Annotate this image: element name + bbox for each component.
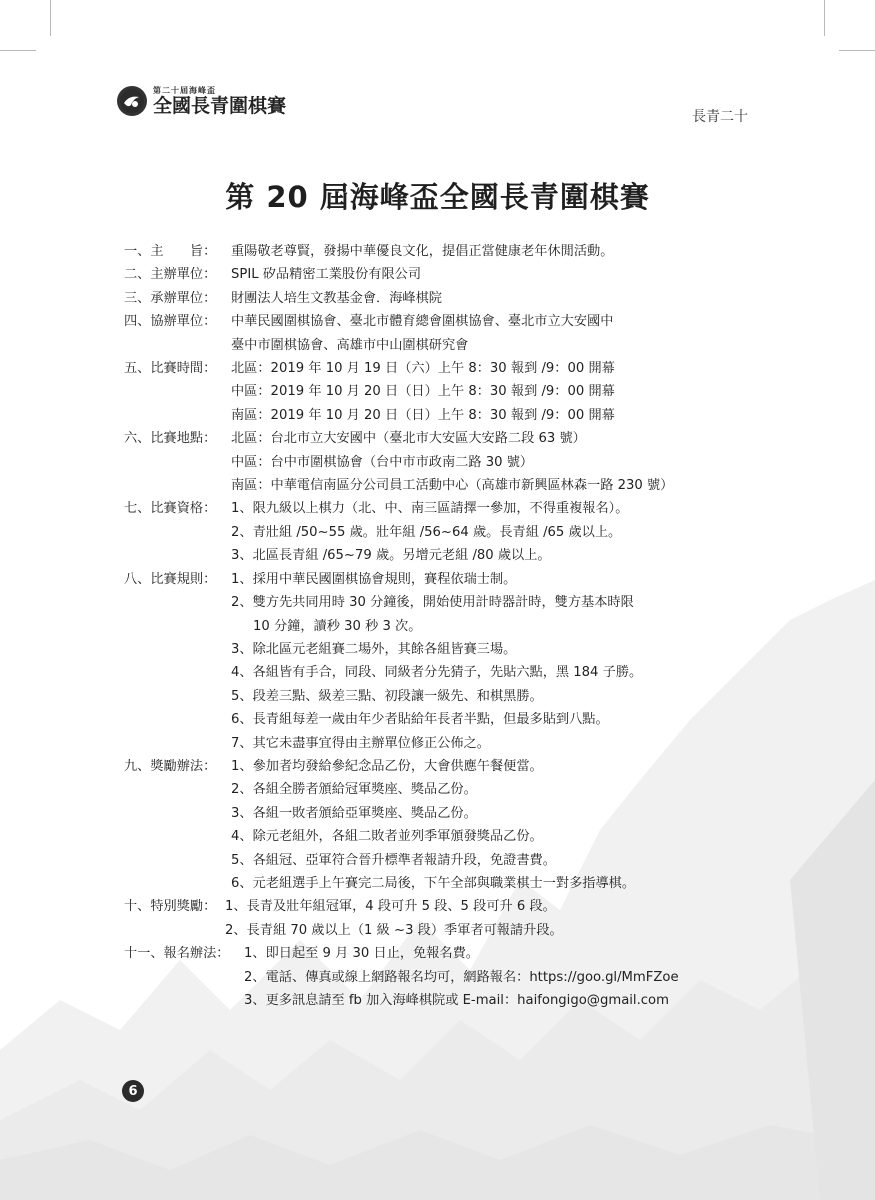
section-line: 財團法人培生文教基金會．海峰棋院: [231, 290, 442, 306]
section-line: 1、長青及壯年組冠軍，4 段可升 5 段、5 段可升 6 段。: [225, 899, 556, 915]
section-line: 4、各組皆有手合，同段、同級者分先猜子，先貼六點，黑 184 子勝。: [231, 665, 643, 681]
section-label: 五、比賽時間：: [124, 361, 217, 377]
header-running-title: 長青二十: [692, 109, 748, 125]
section-line: 3、除北區元老組賽二場外，其餘各組皆賽三場。: [231, 641, 517, 657]
section-label: 一、主 旨：: [124, 244, 217, 259]
section-line: 中華民國圍棋協會、臺北市體育總會圍棋協會、臺北市立大安國中: [231, 314, 614, 330]
section-line: 重陽敬老尊賢，發揚中華優良文化，提倡正當健康老年休閒活動。: [231, 244, 614, 259]
go-stone-logo-icon: [117, 86, 147, 116]
section-label: 十、特別獎勵：: [124, 899, 217, 915]
section-organizer: [124, 263, 764, 286]
section-line: 2、雙方先共同用時 30 分鐘後，開始使用計時器計時，雙方基本時限: [231, 595, 634, 611]
section-line: 5、段差三點、級差三點、初段讓一級先、和棋黑勝。: [231, 688, 543, 704]
section-line: 南區：2019 年 10 月 20 日（日）上午 8：30 報到 /9：00 開幕: [231, 407, 615, 423]
section-line: 中區：台中市圍棋協會（台中市市政南二路 30 號）: [231, 454, 534, 470]
section-line: 南區：中華電信南區分公司員工活動中心（高雄市新興區林森一路 230 號）: [231, 478, 674, 494]
section-line: 2、長青組 70 歲以上（1 級 ~3 段）季軍者可報請升段。: [225, 922, 563, 938]
logo-subtitle: 第二十屆海峰盃: [153, 85, 216, 95]
section-line: 6、元老組選手上午賽完二局後，下午全部與職業棋士一對多指導棋。: [231, 875, 636, 891]
section-line: 4、除元老組外，各組二敗者並列季軍頒發獎品乙份。: [231, 829, 543, 845]
section-line: 1、即日起至 9 月 30 日止，免報名費。: [244, 946, 479, 962]
document-title: 第 20 屆海峰盃全國長青圍棋賽: [225, 180, 650, 214]
crop-mark-top-left-h: [0, 50, 36, 51]
section-eligibility: [124, 497, 764, 567]
section-line: 2、各組全勝者頒給冠軍獎座、獎品乙份。: [231, 782, 477, 798]
document-body: [124, 240, 764, 1012]
section-label: 二、主辦單位：: [124, 267, 217, 283]
section-line: 1、採用中華民國圍棋協會規則，賽程依瑞士制。: [231, 571, 517, 587]
section-venue: [124, 427, 764, 497]
section-purpose: [124, 240, 764, 263]
section-label: 六、比賽地點：: [124, 431, 217, 447]
section-line: 2、電話、傳真或線上網路報名均可，網路報名：https://goo.gl/MmFZoe: [244, 969, 679, 985]
section-line: 1、參加者均發給參紀念品乙份，大會供應午餐便當。: [231, 758, 543, 774]
section-co-organizer: [124, 310, 764, 357]
section-label: 四、協辦單位：: [124, 314, 217, 330]
section-line: 10 分鐘，讀秒 30 秒 3 次。: [253, 618, 422, 634]
event-logo: [117, 86, 286, 116]
section-label: 十一、報名辦法：: [124, 946, 230, 962]
section-rules: [124, 568, 764, 755]
page-number: 6: [122, 1080, 144, 1102]
crop-mark-top-right-h: [839, 50, 875, 51]
crop-mark-top-left-v: [50, 0, 51, 36]
section-line: 3、北區長青組 /65~79 歲。另增元老組 /80 歲以上。: [231, 548, 551, 564]
section-special-awards: [124, 895, 764, 942]
section-label: 七、比賽資格：: [124, 501, 217, 517]
section-line: 5、各組冠、亞軍符合晉升標準者報請升段，免證書費。: [231, 852, 556, 868]
section-line: 2、青壯組 /50~55 歲。壯年組 /56~64 歲。長青組 /65 歲以上。: [231, 524, 622, 540]
section-executor: [124, 287, 764, 310]
section-line: 1、限九級以上棋力（北、中、南三區請擇一參加，不得重複報名）。: [231, 501, 629, 517]
crop-mark-top-right-v: [824, 0, 825, 36]
section-line: 6、長青組每差一歲由年少者貼給年長者半點，但最多貼到八點。: [231, 712, 609, 728]
section-line: 臺中市圍棋協會、高雄市中山圍棋研究會: [231, 337, 469, 353]
section-line: 北區：台北市立大安國中（臺北市大安區大安路二段 63 號）: [231, 431, 586, 447]
section-registration: [124, 942, 764, 1012]
section-label: 九、獎勵辦法：: [124, 758, 217, 774]
section-awards: [124, 755, 764, 895]
section-time: [124, 357, 764, 427]
section-label: 三、承辦單位：: [124, 290, 217, 306]
section-line: 7、其它未盡事宜得由主辦單位修正公佈之。: [231, 735, 490, 751]
section-line: SPIL 矽品精密工業股份有限公司: [231, 267, 422, 283]
logo-title: 全國長青圍棋賽: [153, 94, 287, 117]
section-line: 北區：2019 年 10 月 19 日（六）上午 8：30 報到 /9：00 開幕: [231, 361, 615, 377]
section-line: 中區：2019 年 10 月 20 日（日）上午 8：30 報到 /9：00 開幕: [231, 384, 615, 400]
section-label: 八、比賽規則：: [124, 571, 217, 587]
section-line: 3、各組一敗者頒給亞軍獎座、獎品乙份。: [231, 805, 477, 821]
section-line: 3、更多訊息請至 fb 加入海峰棋院或 E-mail：haifongigo@gmail.com: [244, 993, 669, 1008]
